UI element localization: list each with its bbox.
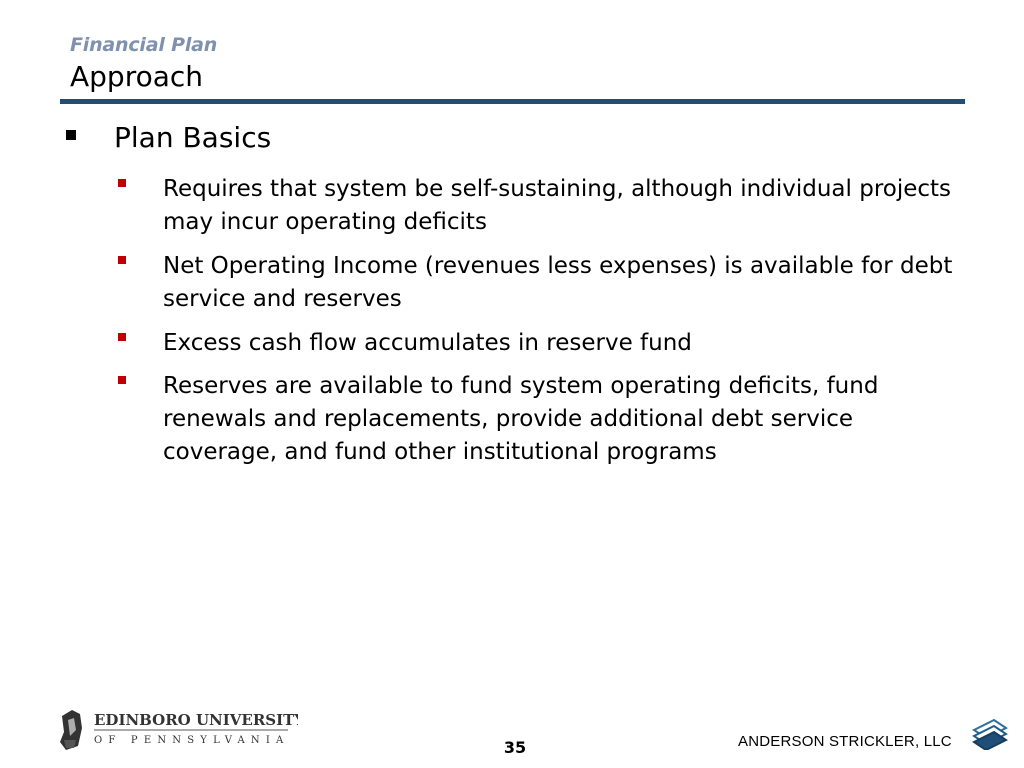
red-square-bullet-icon [118,179,126,187]
company-name: ANDERSON STRICKLER, LLC [738,733,952,750]
bullet-level1-text: Plan Basics [114,121,272,154]
company-stacked-sheets-icon [972,716,1008,750]
university-logo-line1: EDINBORO UNIVERSITY [94,711,298,729]
slide-title: Approach [70,60,204,93]
page-number: 35 [503,738,527,757]
section-supertitle: Financial Plan [70,34,218,56]
bullet-level2-text: Reserves are available to fund system operating deficits, fund renewals and replacements, provide additional debt service coverage, and fund other institutional programs [163,373,879,465]
university-crest-icon [58,706,298,754]
red-square-bullet-icon [118,333,126,341]
red-square-bullet-icon [118,376,126,384]
bullet-level2-text: Net Operating Income (revenues less expenses) is available for debt service and reserves [163,253,953,312]
title-divider [60,99,965,104]
university-logo-line2: OF PENNSYLVANIA [94,735,290,746]
bullet-level2-text: Excess cash flow accumulates in reserve fund [163,330,692,356]
bullet-level2-text: Requires that system be self-sustaining, although individual projects may incur operating deficits [163,176,952,235]
edinboro-university-logo [58,706,298,754]
red-square-bullet-icon [118,256,126,264]
square-bullet-icon [66,130,76,140]
